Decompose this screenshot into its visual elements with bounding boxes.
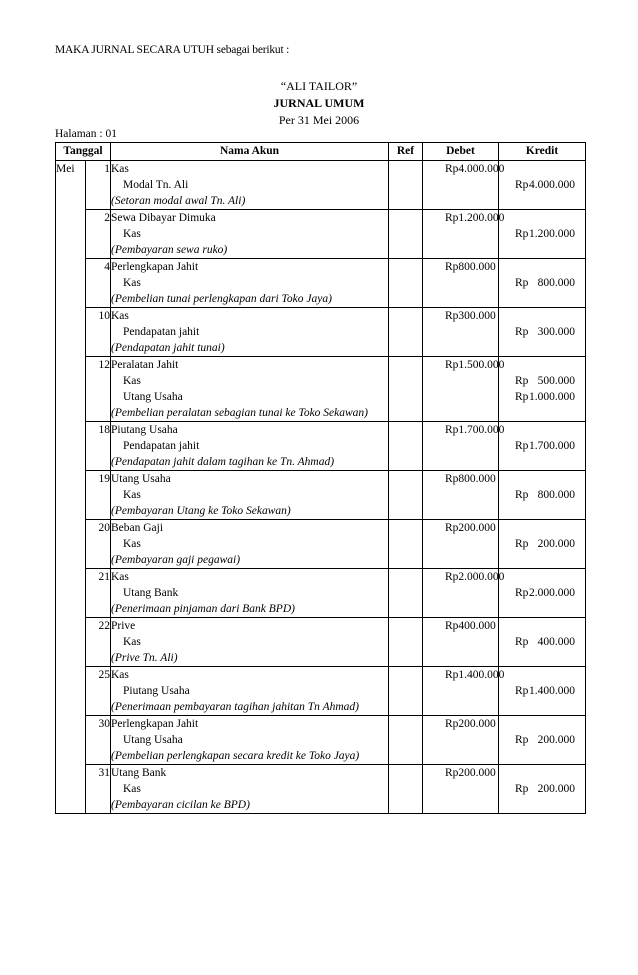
journal-entry-row: [56, 210, 586, 259]
credit-amount: [499, 585, 585, 601]
amount-value: 1.200.000: [529, 228, 575, 240]
entry-day: [86, 161, 111, 210]
amount-value: 1.500.000: [458, 359, 505, 371]
credit-account: Pendapatan jahit: [123, 440, 200, 452]
column-header-kredit: Kredit: [499, 143, 586, 161]
credit-amounts: [499, 765, 585, 797]
entry-credit: [499, 357, 586, 422]
credit-amounts: [499, 569, 585, 601]
debit-account: Utang Usaha: [111, 473, 171, 485]
currency-label: Rp: [515, 587, 529, 599]
debit-amount: [423, 471, 498, 487]
amount-value: 1.400.000: [458, 669, 505, 681]
entry-ref: [389, 667, 423, 716]
credit-amounts: [499, 667, 585, 699]
amount-value: 200.000: [537, 783, 575, 795]
debit-amount: [423, 765, 498, 781]
journal-entry-row: [56, 618, 586, 667]
entry-ref: [389, 569, 423, 618]
entry-day: [86, 357, 111, 422]
entry-day: [86, 618, 111, 667]
credit-amounts: [499, 520, 585, 552]
credit-amounts: [499, 308, 585, 340]
day-label: 12: [98, 359, 110, 371]
currency-label: Rp: [445, 522, 459, 534]
entry-accounts: [111, 357, 389, 422]
debit-account: Prive: [111, 620, 136, 632]
column-header-debet: Debet: [423, 143, 499, 161]
column-header-nama-akun: Nama Akun: [111, 143, 389, 161]
journal-entry-row: [56, 422, 586, 471]
amount-value: 4.000.000: [458, 163, 505, 175]
amount-value: 4.000.000: [529, 179, 575, 191]
amount-value: 2.000.000: [529, 587, 575, 599]
journal-entry-row: [56, 259, 586, 308]
day-label: 18: [98, 424, 110, 436]
amount-value: 200.000: [537, 538, 575, 550]
credit-amount: [499, 536, 585, 552]
entry-credit: [499, 471, 586, 520]
currency-label: Rp: [445, 212, 459, 224]
entry-credit: [499, 618, 586, 667]
entry-debit: [423, 161, 505, 210]
journal-entry-row: [56, 667, 586, 716]
journal-period: Per 31 Mei 2006: [278, 113, 360, 127]
credit-account: Utang Usaha: [123, 391, 183, 403]
intro-text: MAKA JURNAL SECARA UTUH sebagai berikut :: [55, 44, 290, 56]
amount-value: 300.000: [458, 310, 496, 322]
entry-debit: [423, 618, 499, 667]
debit-account: Kas: [111, 669, 129, 681]
entry-accounts: [111, 667, 389, 716]
entry-description: (Pembayaran cicilan ke BPD): [111, 799, 250, 811]
page-number-label: Halaman : 01: [55, 128, 117, 140]
currency-label: Rp: [445, 310, 459, 322]
day-label: 20: [98, 522, 110, 534]
debit-amount: [423, 618, 498, 634]
debit-amount: [423, 520, 498, 536]
entry-credit: [499, 716, 586, 765]
debit-amount: [423, 716, 498, 732]
amount-value: 300.000: [537, 326, 575, 338]
currency-label: Rp: [445, 473, 459, 485]
entry-credit: [499, 765, 586, 814]
credit-account: Kas: [123, 228, 141, 240]
entry-day: [86, 667, 111, 716]
currency-label: Rp: [445, 669, 459, 681]
entry-description: (Penerimaan pinjaman dari Bank BPD): [111, 603, 295, 615]
currency-label: Rp: [515, 326, 529, 338]
entry-ref: [389, 765, 423, 814]
amount-value: 800.000: [458, 473, 496, 485]
entry-day: [86, 716, 111, 765]
entry-ref: [389, 471, 423, 520]
credit-account: Kas: [123, 538, 141, 550]
entry-debit: [423, 716, 499, 765]
credit-amount: [499, 226, 585, 242]
credit-amounts: [499, 357, 585, 405]
debit-amount: [423, 422, 505, 438]
currency-label: Rp: [515, 783, 529, 795]
entry-debit: [423, 357, 505, 422]
currency-label: Rp: [515, 685, 529, 697]
credit-amounts: [499, 259, 585, 291]
debit-account: Perlengkapan Jahit: [111, 718, 199, 730]
entry-day: [86, 259, 111, 308]
amount-value: 200.000: [458, 718, 496, 730]
credit-amount: [499, 438, 585, 454]
amount-value: 200.000: [537, 734, 575, 746]
day-label: 4: [104, 261, 110, 273]
credit-amounts: [499, 716, 585, 748]
credit-account: Utang Usaha: [123, 734, 183, 746]
currency-label: Rp: [515, 179, 529, 191]
debit-amount: [423, 161, 505, 177]
entry-description: (Pembayaran Utang ke Toko Sekawan): [111, 505, 291, 517]
debit-amount: [423, 308, 498, 324]
entry-accounts: [111, 210, 389, 259]
credit-amount: [499, 732, 585, 748]
entry-credit: [499, 308, 586, 357]
entry-accounts: [111, 422, 389, 471]
credit-account: Kas: [123, 375, 141, 387]
currency-label: Rp: [445, 767, 459, 779]
month-label: Mei: [56, 163, 75, 175]
entry-ref: [389, 259, 423, 308]
amount-value: 200.000: [458, 522, 496, 534]
amount-value: 1.200.000: [458, 212, 505, 224]
journal-body: [56, 161, 586, 814]
entry-description: (Pembelian perlengkapan secara kredit ke Toko Jaya): [111, 750, 360, 762]
entry-debit: [423, 471, 499, 520]
entry-description: (Pembayaran sewa ruko): [111, 244, 228, 256]
debit-account: Kas: [111, 163, 129, 175]
entry-ref: [389, 618, 423, 667]
credit-amounts: [499, 422, 585, 454]
entry-accounts: [111, 520, 389, 569]
currency-label: Rp: [515, 391, 529, 403]
amount-value: 200.000: [458, 767, 496, 779]
currency-label: Rp: [515, 277, 529, 289]
entry-description: (Pembelian peralatan sebagian tunai ke Toko Sekawan): [111, 407, 369, 419]
currency-label: Rp: [515, 375, 529, 387]
amount-value: 400.000: [458, 620, 496, 632]
credit-account: Kas: [123, 489, 141, 501]
entry-ref: [389, 357, 423, 422]
entry-ref: [389, 716, 423, 765]
journal-entry-row: [56, 520, 586, 569]
entry-debit: [423, 667, 505, 716]
debit-amount: [423, 259, 498, 275]
amount-value: 1.000.000: [529, 391, 575, 403]
company-name: “ALI TAILOR”: [280, 79, 358, 93]
currency-label: Rp: [515, 538, 529, 550]
debit-amount: [423, 569, 505, 585]
credit-account: Kas: [123, 636, 141, 648]
entry-credit: [499, 520, 586, 569]
entry-credit: [499, 259, 586, 308]
journal-entry-row: [56, 471, 586, 520]
entry-credit: [499, 667, 586, 716]
entry-description: (Penerimaan pembayaran tagihan jahitan Tn Ahmad): [111, 701, 359, 713]
currency-label: Rp: [445, 261, 459, 273]
entry-day: [86, 422, 111, 471]
credit-amounts: [499, 471, 585, 503]
amount-value: 1.700.000: [529, 440, 575, 452]
amount-value: 500.000: [537, 375, 575, 387]
day-label: 22: [98, 620, 110, 632]
entry-accounts: [111, 308, 389, 357]
currency-label: Rp: [515, 734, 529, 746]
entry-accounts: [111, 259, 389, 308]
entry-debit: [423, 210, 505, 259]
entry-day: [86, 569, 111, 618]
entry-accounts: [111, 618, 389, 667]
currency-label: Rp: [445, 424, 459, 436]
entry-day: [86, 308, 111, 357]
entry-description: (Pendapatan jahit tunai): [111, 342, 225, 354]
debit-account: Peralatan Jahit: [111, 359, 179, 371]
debit-account: Piutang Usaha: [111, 424, 178, 436]
debit-account: Kas: [111, 571, 129, 583]
column-header-ref: Ref: [389, 143, 423, 161]
general-journal-table: [55, 142, 586, 814]
currency-label: Rp: [515, 636, 529, 648]
debit-amount: [423, 357, 505, 373]
amount-value: 1.700.000: [458, 424, 505, 436]
journal-entry-row: [56, 161, 586, 210]
journal-entry-row: [56, 308, 586, 357]
amount-value: 400.000: [537, 636, 575, 648]
entry-credit: [499, 569, 586, 618]
entry-month: [56, 161, 86, 814]
amount-value: 800.000: [537, 277, 575, 289]
day-label: 1: [104, 163, 110, 175]
entry-debit: [423, 520, 499, 569]
entry-description: (Prive Tn. Ali): [111, 652, 178, 664]
amount-value: 800.000: [537, 489, 575, 501]
credit-amounts: [499, 618, 585, 650]
entry-description: (Pendapatan jahit dalam tagihan ke Tn. Ahmad): [111, 456, 335, 468]
entry-description: (Pembelian tunai perlengkapan dari Toko Jaya): [111, 293, 332, 305]
entry-credit: [499, 210, 586, 259]
journal-entry-row: [56, 716, 586, 765]
entry-ref: [389, 422, 423, 471]
journal-entry-row: [56, 569, 586, 618]
credit-amounts: [499, 161, 585, 193]
entry-ref: [389, 210, 423, 259]
credit-amount: [499, 781, 585, 797]
credit-account: Utang Bank: [123, 587, 179, 599]
credit-amount: [499, 634, 585, 650]
entry-accounts: [111, 765, 389, 814]
journal-header: [0, 78, 638, 129]
entry-debit: [423, 308, 499, 357]
entry-ref: [389, 161, 423, 210]
debit-account: Utang Bank: [111, 767, 167, 779]
day-label: 21: [98, 571, 110, 583]
debit-account: Kas: [111, 310, 129, 322]
amount-value: 800.000: [458, 261, 496, 273]
credit-account: Pendapatan jahit: [123, 326, 200, 338]
day-label: 25: [98, 669, 110, 681]
currency-label: Rp: [445, 718, 459, 730]
entry-day: [86, 520, 111, 569]
entry-credit: [499, 161, 586, 210]
journal-entry-row: [56, 357, 586, 422]
journal-entry-row: [56, 765, 586, 814]
entry-debit: [423, 259, 499, 308]
day-label: 2: [104, 212, 110, 224]
credit-amount: [499, 373, 585, 389]
entry-ref: [389, 520, 423, 569]
column-header-tanggal: Tanggal: [56, 143, 111, 161]
day-label: 19: [98, 473, 110, 485]
credit-account: Kas: [123, 277, 141, 289]
credit-account: Piutang Usaha: [123, 685, 190, 697]
entry-description: (Setoran modal awal Tn. Ali): [111, 195, 246, 207]
debit-account: Sewa Dibayar Dimuka: [111, 212, 216, 224]
currency-label: Rp: [445, 359, 459, 371]
entry-credit: [499, 422, 586, 471]
credit-amount: [499, 177, 585, 193]
entry-day: [86, 765, 111, 814]
currency-label: Rp: [515, 489, 529, 501]
day-label: 30: [98, 718, 110, 730]
credit-amounts: [499, 210, 585, 242]
debit-amount: [423, 667, 505, 683]
amount-value: 1.400.000: [529, 685, 575, 697]
credit-amount: [499, 275, 585, 291]
journal-title: JURNAL UMUM: [273, 96, 365, 110]
credit-amount: [499, 324, 585, 340]
debit-account: Beban Gaji: [111, 522, 164, 534]
debit-account: Perlengkapan Jahit: [111, 261, 199, 273]
day-label: 31: [98, 767, 110, 779]
credit-amount: [499, 389, 585, 405]
amount-value: 2.000.000: [458, 571, 505, 583]
credit-account: Kas: [123, 783, 141, 795]
entry-day: [86, 471, 111, 520]
credit-account: Modal Tn. Ali: [123, 179, 189, 191]
credit-amount: [499, 683, 585, 699]
entry-ref: [389, 308, 423, 357]
currency-label: Rp: [445, 571, 459, 583]
entry-day: [86, 210, 111, 259]
entry-accounts: [111, 569, 389, 618]
currency-label: Rp: [515, 440, 529, 452]
debit-amount: [423, 210, 505, 226]
entry-accounts: [111, 471, 389, 520]
day-label: 10: [98, 310, 110, 322]
entry-accounts: [111, 161, 389, 210]
entry-description: (Pembayaran gaji pegawai): [111, 554, 241, 566]
currency-label: Rp: [445, 163, 459, 175]
entry-debit: [423, 765, 499, 814]
entry-accounts: [111, 716, 389, 765]
table-header-row: [56, 143, 586, 161]
entry-debit: [423, 569, 505, 618]
currency-label: Rp: [515, 228, 529, 240]
currency-label: Rp: [445, 620, 459, 632]
entry-debit: [423, 422, 505, 471]
credit-amount: [499, 487, 585, 503]
